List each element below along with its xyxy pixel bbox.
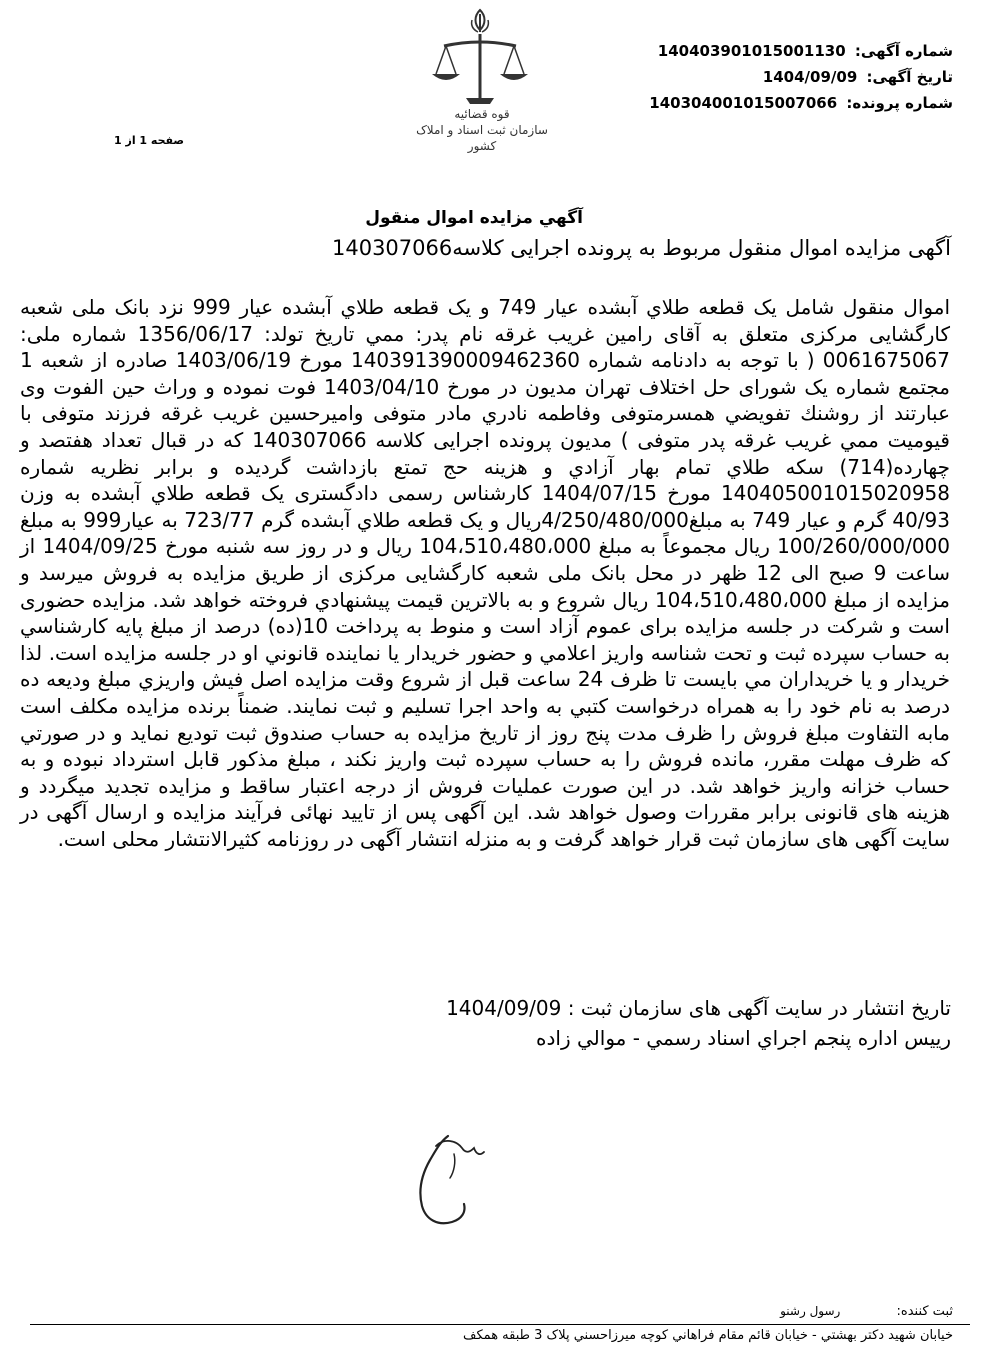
publication-date: تاریخ انتشار در سایت آگهی های سازمان ثبت : 1404/09/09 (446, 996, 951, 1020)
header-meta (649, 38, 953, 116)
body-paragraph: اموال منقول شامل یک قطعه طلاي آبشده عيار 749 و يک قطعه طلاي آبشده عيار 999 نزد بانک ملی شعبه کارگشایی مرکزی متعلق به آقای رامین غریب غرقه نام پدر: ممي تاریخ تولد: 1356/06/17 شماره ملی: 0061675067 ( با توجه به دادنامه شماره 140391390009462360 مورخ 1403/06/19 صادره از شعبه 1 مجتمع شماره یک شورای حل اختلاف تهران مدیون در مورخ 1403/04/10 فوت نموده و وراث حین الفوت وی عبارتند از روشنك تفويضي همسرمتوفی وفاطمه نادري مادر متوفی وامیرحسین غریب غرقه فرزند متوفی با قیومیت ممي غریب غرقه پدر متوفی ) مدیون پرونده اجرایی کلاسه 140307066 که در قبال تعداد هفتصد و چهارده(714) سکه طلاي تمام بهار آزادي و هزینه حج تمتع بازداشت گردیده و برابر نظریه شماره 14040500101502095‍8 مورخ 1404/07/15 کارشناس رسمی دادگستری یک قطعه طلاي آبشده به وزن 40/93 گرم و عیار 749 به مبلغ4/250/480/000ریال و یک قطعه طلاي آبشده گرم 723/77 به عيار999 به مبلغ 100/260/000/000 ریال مجموعاً به مبلغ 104،510،480،000 ریال و در روز سه شنبه مورخ 1404/09/25 از ساعت 9 صبح الی 12 ظهر در محل بانک ملی شعبه کارگشایی مرکزی از طریق مزایده به فروش میرسد و مزایده از مبلغ 104،510،480،000 ریال شروع و به بالاترین قیمت پیشنهادي فروخته خواهد شد. مزایده حضوری است و شرکت در جلسه مزایده برای عموم آزاد است و منوط به پرداخت 10(ده) درصد از مبلغ پایه کارشناسي به حساب سپرده ثبت و تحت شناسه واریز اعلامي و حضور خریدار یا نماینده قانوني او در جلسه مزایده است. لذا خریدار و یا خریداران مي بایست تا ظرف 24 ساعت قبل از شروع وقت مزایده اصل فیش واریزي مبلغ ودیعه ده درصد به نام خود را به همراه درخواست کتبي به واحد اجرا تسلیم و ثبت نمایند. ضمناً برنده مزایده مکلف است مابه التفاوت مبلغ فروش را ظرف مدت پنج روز از تاریخ مزایده به حساب صندوق ثبت توديع نماید و در صورتي که ظرف مهلت مقرر، مانده فروش را به حساب سپرده ثبت واریز نکند ، مبلغ مذکور قابل استرداد نبوده و به حساب خزانه واریز خواهد شد. در این صورت عملیات فروش از درجه اعتبار ساقط و مزایده تجدید میگردد و هزینه های قانونی برابر مقررات وصول خواهد شد. این آگهی پس از تایید نهائی فرآیند مزایده و ارسال آگهی در سایت آگهی های سازمان ثبت قرار خواهد گرفت و به منزله انتشار آگهی در روزنامه کثیرالانتشار محلی است. (20, 295, 951, 851)
footer-divider (30, 1324, 970, 1325)
ad-number-label: شماره آگهی: (854, 42, 953, 60)
case-number-label: شماره پرونده: (846, 94, 953, 112)
ad-date-label: تاریخ آگهی: (866, 68, 953, 86)
registrar-label: ثبت کننده: (896, 1304, 953, 1319)
page-number: صفحه 1 از 1 (114, 134, 185, 147)
signatory: رییس اداره پنجم اجراي اسناد رسمي - موالي زاده (536, 1026, 951, 1050)
emblem-caption-line2: سازمان ثبت اسناد و املاک کشور (416, 123, 548, 153)
page-subtitle: آگهی مزایده اموال منقول مربوط به پرونده اجرایی کلاسه140307066 (331, 236, 951, 260)
registrar (780, 1304, 953, 1319)
office-address: خیابان شهید دکتر بهشتي - خیابان قائم مقام فراهاني کوچه میرزاحسني پلاک 3 طبقه همکف (463, 1328, 953, 1343)
ad-number-row (649, 38, 953, 64)
page-title: آگهي مزايده اموال منقول (365, 208, 583, 228)
registrar-name: رسول رشنو (780, 1304, 841, 1318)
ad-date-row (649, 64, 953, 90)
signature-icon (370, 1092, 500, 1244)
ad-date-value: 1404/09/09 (762, 68, 858, 86)
emblem-caption-line1: قوه قضائیه (454, 107, 510, 121)
emblem-caption (402, 106, 562, 154)
case-number-row (649, 90, 953, 116)
publication-info (446, 993, 951, 1053)
ad-number-value: 140403901015001130 (657, 42, 846, 60)
case-number-value: 140304001015007066 (649, 94, 838, 112)
